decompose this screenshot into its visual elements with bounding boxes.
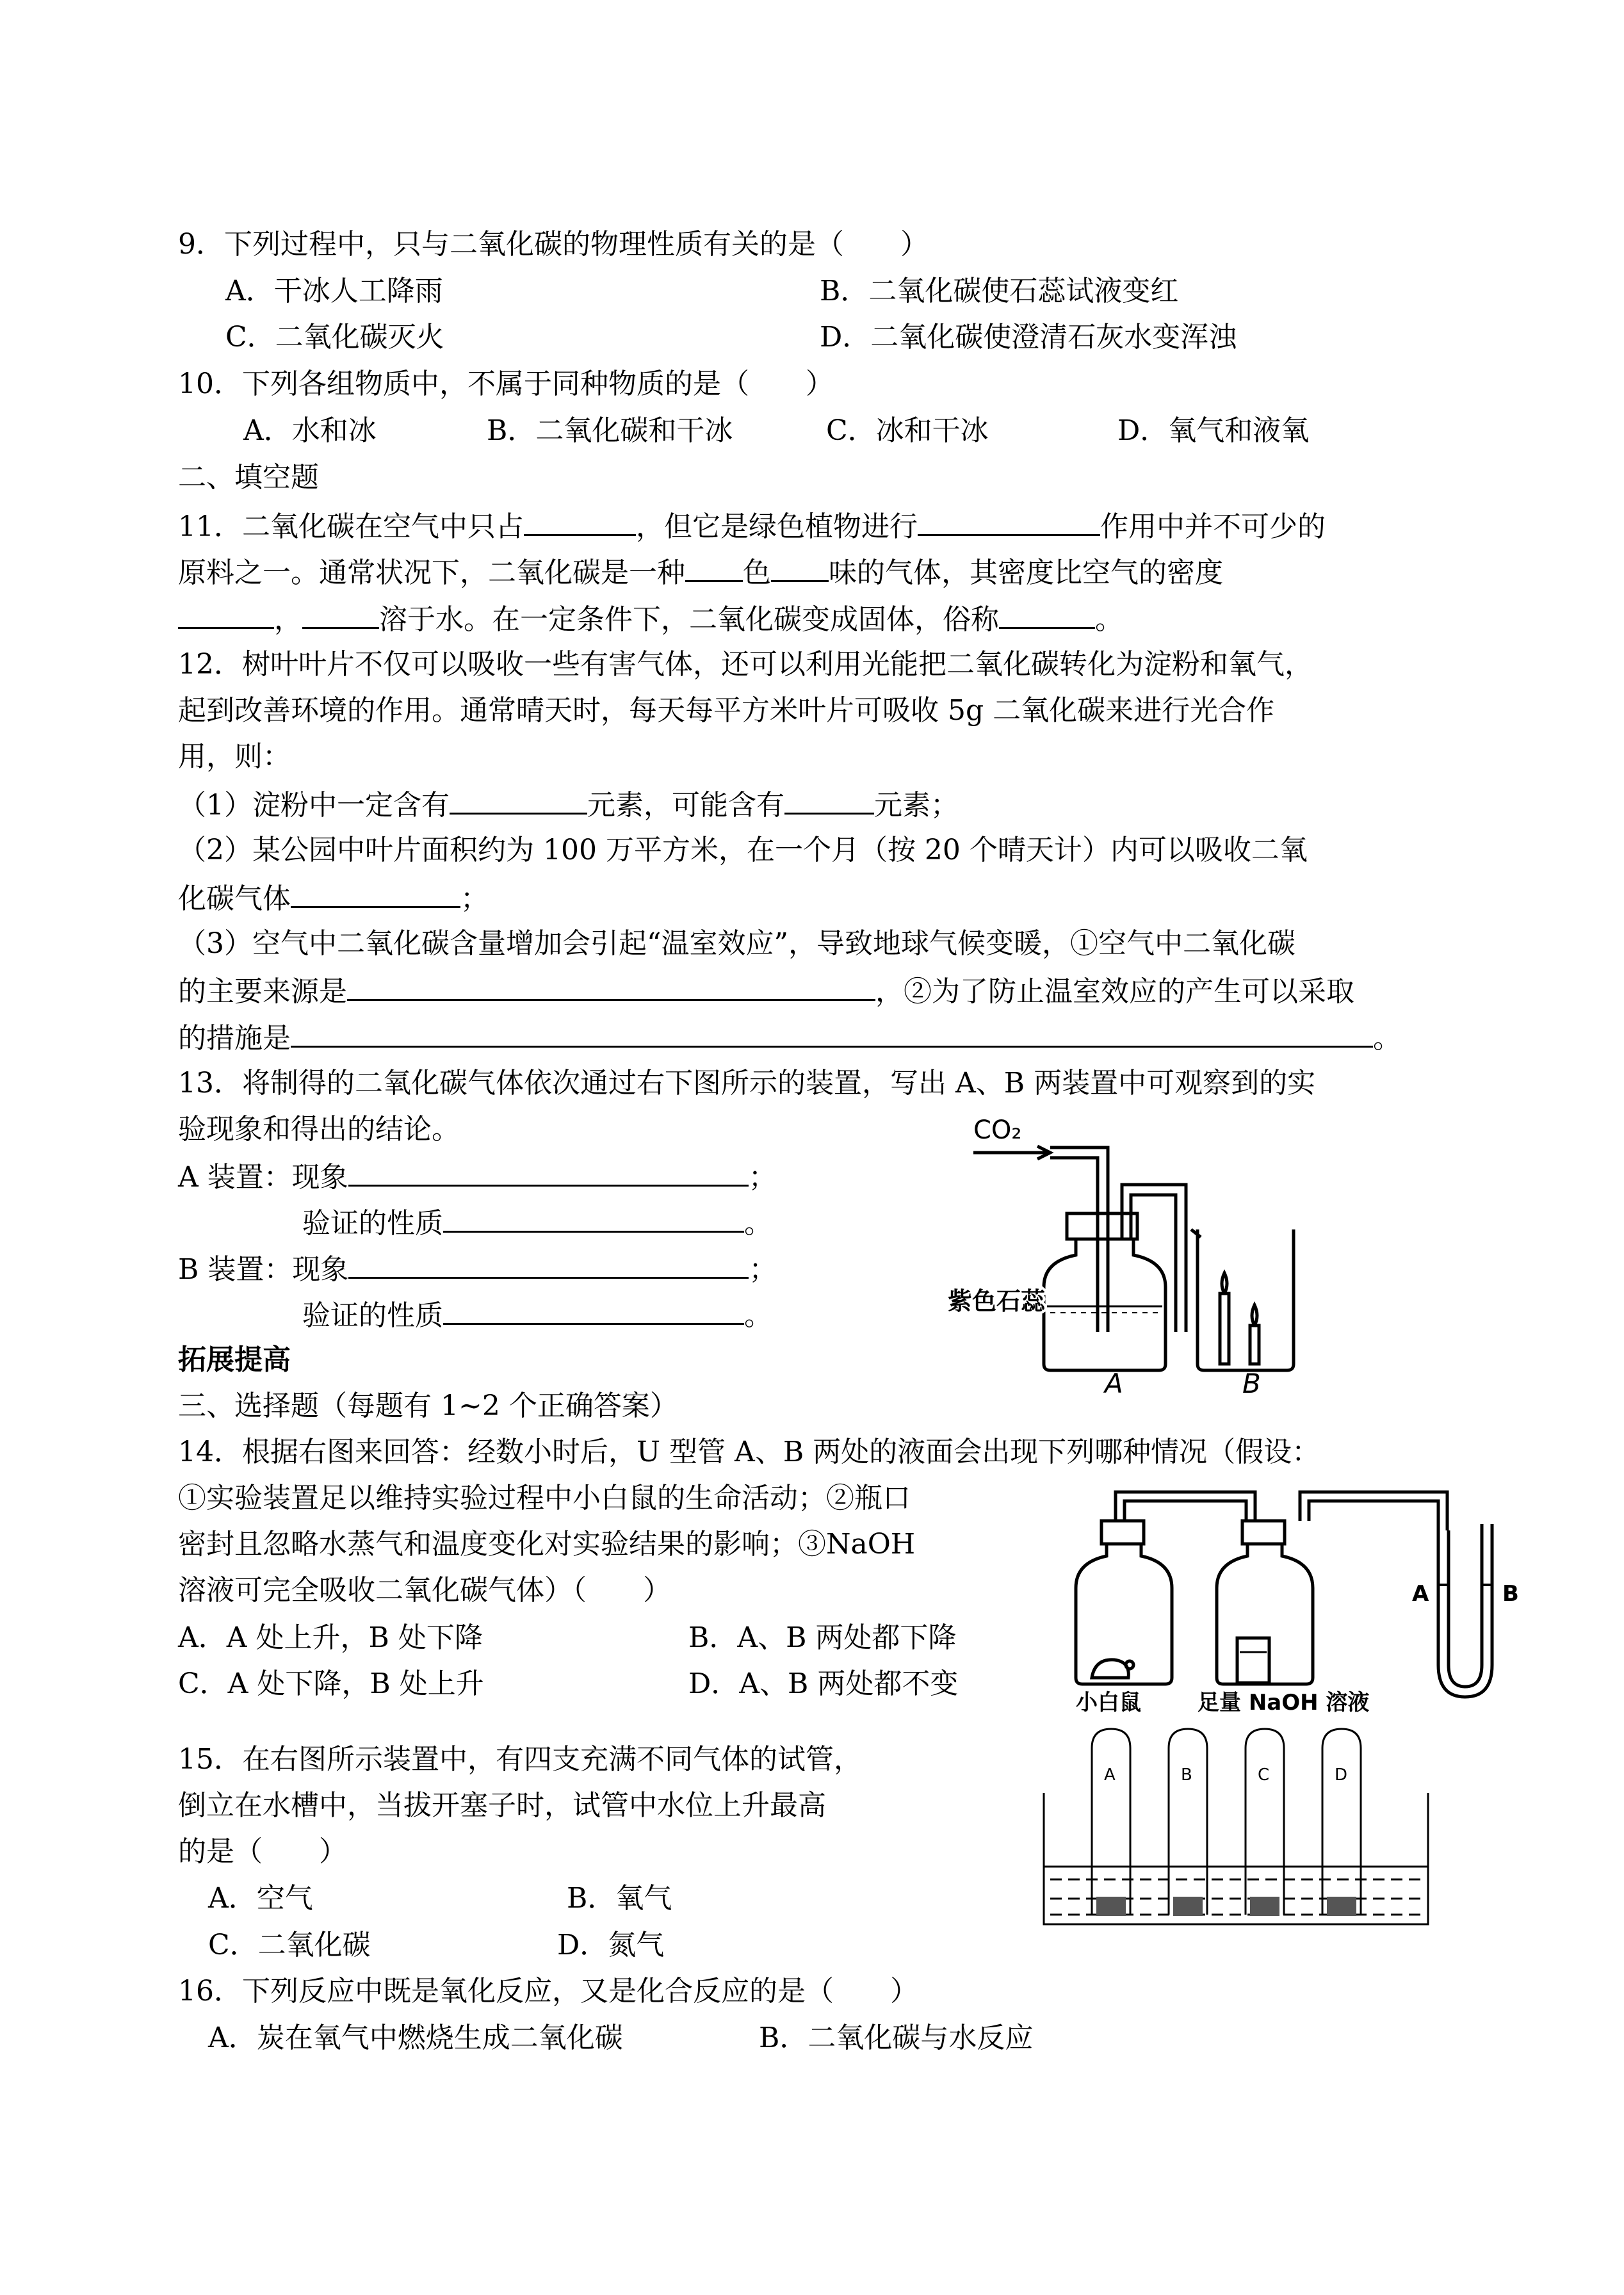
q11-line-1: 11．二氧化碳在空气中只占 ，但它是绿色植物进行 作用中并不可少的	[178, 506, 1326, 546]
q13-line-1: 13．将制得的二氧化碳气体依次通过右下图所示的装置，写出 A、B 两装置中可观察到的实	[178, 1067, 1316, 1099]
q15-option-c: C．二氧化碳	[208, 1929, 371, 1961]
stopper-c	[1250, 1897, 1279, 1916]
q16-stem: 16．下列反应中既是氧化反应，又是化合反应的是（ ）	[178, 1975, 918, 2007]
q14-line-3: 密封且忽略水蒸气和温度变化对实验结果的影响；③NaOH	[178, 1528, 916, 1561]
q12-sub1: （1）淀粉中一定含有 元素，可能含有 元素；	[178, 784, 959, 825]
naoh-label: 足量 NaOH 溶液	[1198, 1690, 1370, 1715]
q12-sub2-cont: 化碳气体 ；	[178, 878, 489, 918]
q12-sub3-end: 的措施是 。	[178, 1018, 1401, 1058]
q12-line-3: 用，则：	[178, 740, 291, 773]
q16-option-b: B．二氧化碳与水反应	[759, 2022, 1034, 2054]
q12-sub3-cont: 的主要来源是 ，②为了防止温室效应的产生可以采取	[178, 971, 1354, 1011]
q14-option-b: B．A、B 两处都下降	[688, 1621, 957, 1654]
q13-line-2: 验现象和得出的结论。	[178, 1113, 460, 1146]
q12-blank-2[interactable]	[784, 784, 874, 815]
q14-line-4: 溶液可完全吸收二氧化碳气体）（ ）	[178, 1574, 671, 1607]
q10-option-c: C．冰和干冰	[826, 414, 989, 447]
q13-a-phenomenon: A 装置：现象 ；	[178, 1156, 777, 1197]
q14-line-2: ①实验装置足以维持实验过程中小白鼠的生命活动；②瓶口	[178, 1482, 911, 1514]
q15-option-b: B．氧气	[567, 1882, 672, 1915]
stopper-d	[1327, 1897, 1356, 1916]
q12-blank-1[interactable]	[450, 784, 587, 815]
litmus-label: 紫色石蕊	[948, 1287, 1046, 1315]
q12-blank-4[interactable]	[347, 971, 875, 1001]
q11-blank-4[interactable]	[771, 552, 829, 582]
q12-sub2: （2）某公园中叶片面积约为 100 万平方米，在一个月（按 20 个晴天计）内可以吸收二氧	[178, 834, 1308, 866]
q14-option-c: C．A 处下降，B 处上升	[178, 1667, 484, 1700]
q9-option-b: B．二氧化碳使石蕊试液变红	[820, 275, 1179, 307]
q13-blank-a1[interactable]	[348, 1156, 749, 1187]
tube-d-label: D	[1335, 1765, 1348, 1785]
q15-line-1: 15．在右图所示装置中，有四支充满不同气体的试管，	[178, 1743, 862, 1776]
tube-a-label: A	[1104, 1765, 1116, 1785]
extend-heading: 拓展提高	[178, 1343, 291, 1376]
bottle-a-label: A	[1105, 1368, 1123, 1396]
q15-option-a: A．空气	[208, 1882, 313, 1915]
q10-option-b: B．二氧化碳和干冰	[487, 414, 733, 447]
q12-line-2: 起到改善环境的作用。通常晴天时，每天每平方米叶片可吸收 5g 二氧化碳来进行光合作	[178, 694, 1275, 727]
q14-apparatus-figure	[1063, 1473, 1569, 1716]
beaker-b-label: B	[1242, 1368, 1261, 1396]
q12-blank-3[interactable]	[291, 878, 460, 908]
q14-option-d: D．A、B 两处都不变	[688, 1667, 959, 1700]
tube-b-label: B	[1181, 1765, 1192, 1785]
q9-option-a: A．干冰人工降雨	[225, 275, 443, 307]
q11-line-3: ， 溶于水。在一定条件下，二氧化碳变成固体，俗称 。	[178, 599, 1123, 639]
q14-line-1: 14．根据右图来回答：经数小时后，U 型管 A、B 两处的液面会出现下列哪种情况（假设：	[178, 1436, 1320, 1468]
q13-apparatus-figure	[948, 1101, 1396, 1396]
q11-blank-2[interactable]	[918, 506, 1100, 536]
q11-line-2: 原料之一。通常状况下，二氧化碳是一种 色 味的气体，其密度比空气的密度	[178, 552, 1223, 592]
q13-b-property: 验证的性质 。	[302, 1295, 772, 1335]
q10-stem: 10．下列各组物质中，不属于同种物质的是（ ）	[178, 368, 834, 400]
q11-blank-3[interactable]	[685, 552, 743, 582]
q15-line-3: 的是（ ）	[178, 1835, 347, 1868]
q13-blank-b1[interactable]	[348, 1249, 749, 1279]
q15-line-2: 倒立在水槽中，当拔开塞子时，试管中水位上升最高	[178, 1789, 826, 1822]
q12-line-1: 12．树叶叶片不仅可以吸收一些有害气体，还可以利用光能把二氧化碳转化为淀粉和氧气，	[178, 648, 1313, 681]
q11-blank-1[interactable]	[524, 506, 636, 536]
section-choice-heading: 三、选择题（每题有 1~2 个正确答案）	[178, 1390, 678, 1422]
q9-stem: 9．下列过程中，只与二氧化碳的物理性质有关的是（ ）	[178, 228, 929, 261]
q9-option-c: C．二氧化碳灭火	[225, 321, 444, 353]
section-fill-blank-heading: 二、填空题	[178, 461, 319, 494]
u-tube-b-label: B	[1502, 1581, 1519, 1607]
u-tube-a-label: A	[1412, 1581, 1429, 1607]
q11-blank-6[interactable]	[302, 599, 379, 629]
q13-blank-a2[interactable]	[443, 1203, 744, 1233]
stopper-a	[1096, 1897, 1126, 1916]
q10-option-d: D．氧气和液氧	[1117, 414, 1310, 447]
q16-option-a: A．炭在氧气中燃烧生成二氧化碳	[208, 2022, 623, 2054]
tube-c-label: C	[1258, 1765, 1270, 1785]
q15-option-d: D．氮气	[557, 1929, 665, 1961]
q13-b-phenomenon: B 装置：现象 ；	[178, 1249, 777, 1289]
mouse-label: 小白鼠	[1076, 1690, 1141, 1715]
q12-sub3: （3）空气中二氧化碳含量增加会引起“温室效应”，导致地球气候变暖，①空气中二氧化碳	[178, 927, 1295, 960]
q15-test-tubes-figure	[1037, 1723, 1434, 1934]
q11-blank-7[interactable]	[999, 599, 1095, 629]
q14-option-a: A．A 处上升，B 处下降	[178, 1621, 483, 1654]
q12-blank-5[interactable]	[291, 1018, 1373, 1048]
q13-a-property: 验证的性质 。	[302, 1203, 772, 1243]
q11-blank-5[interactable]	[178, 599, 274, 629]
co2-label: CO₂	[973, 1115, 1022, 1145]
q10-option-a: A．水和冰	[243, 414, 377, 447]
q13-blank-b2[interactable]	[443, 1295, 744, 1325]
stopper-b	[1173, 1897, 1203, 1916]
q9-option-d: D．二氧化碳使澄清石灰水变浑浊	[820, 321, 1237, 353]
